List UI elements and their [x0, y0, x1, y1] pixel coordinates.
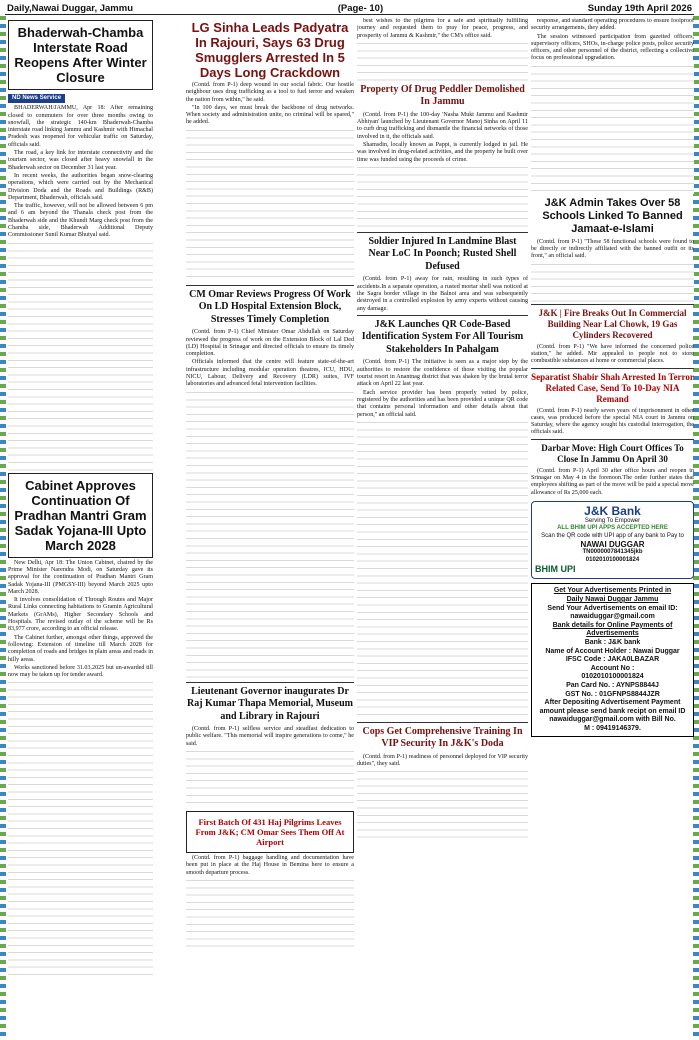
ad-box-line: After Depositing Advertisement Payment amount please send bank recipt on email ID: [539, 699, 686, 715]
article-paragraph: The session witnessed participation from gazetted officers, supervisory officers, SHOs, in-charge police posts, police security officers, and other personnel of the district, reflecting a collective focus on professional upgradation.: [531, 33, 694, 62]
ad-box-line: Pan Card No. : AYNPS8844J: [566, 681, 659, 689]
headline-qr-code-pahalgam: J&K Launches QR Code-Based Identification System For All Tourism Stakeholders In Pahalgam: [361, 318, 524, 355]
headline-vip-security-training: Cops Get Comprehensive Training In VIP Security In J&K's Doda: [362, 725, 523, 750]
payee-name: NAWAI DUGGAR: [580, 540, 645, 550]
jk-bank-logo: J&K Bank: [584, 503, 641, 518]
body-text-block: [186, 128, 354, 283]
body-text-block: [357, 420, 528, 720]
article-paragraph: New Delhi, Apr 18: The Union Cabinet, chaired by the Prime Minister Narendra Modi, on Saturday gave its approval for the continuation of Pradhan Mantri Gram Sadak Yojana-III (PMGSY-III) beyond March 2025 upto March 2028.: [8, 559, 153, 595]
body-text-block: [531, 64, 694, 194]
headline-jk-admin-schools: J&K Admin Takes Over 58 Schools Linked To Banned Jamaat-e-Islami: [542, 196, 683, 235]
headline-fire-lal-chowk: J&K | Fire Breaks Out In Commercial Building Near Lal Chowk, 19 Gas Cylinders Recovered: [538, 307, 687, 340]
ad-box-line: Account No :: [590, 664, 635, 672]
headline-wrap: [357, 726, 528, 751]
body-text-block: [186, 390, 354, 680]
headline-landmine-blast: Soldier Injured In Landmine Blast Near LoC In Poonch; Rusted Shell Defused: [368, 235, 517, 272]
ad-box-line: Get Your Advertisements Printed in: [553, 587, 672, 595]
bank-tagline: Serving To Empower: [584, 517, 641, 524]
headline-wrap: [531, 443, 694, 465]
headline-box: [8, 473, 153, 558]
news-service-badge: ND News Service: [8, 94, 65, 103]
article-paragraph: Each service provider has been properly vetted by police, registered by the authorities and has been provided a unique QR code that contains personal information and other details about that person," an official said.: [357, 389, 528, 418]
article-paragraph: (Contd. from P-1) Chief Minister Omar Abdullah on Saturday reviewed the progress of work on the Extension Block of Lal Ded (LD) Hospital in Srinagar and directed officials to ensure its timely completion.: [186, 329, 354, 358]
issue-date: Sunday 19th April 2026: [587, 3, 692, 14]
bhim-upi-logo: BHIM UPI: [535, 563, 576, 574]
headline-box: [186, 811, 354, 853]
article-paragraph: (Contd. from P-1) the 100-day 'Nasha Mukt Jammu and Kashmir Abhiyan' launched by Lieutenant Governor Manoj Sinha on April 11 to curb drug trafficking and dismantle the financial networks of those involved in it, the officials said.: [357, 111, 528, 140]
headline-wrap: [357, 319, 528, 357]
headline-cm-omar-ld-hospital: CM Omar Reviews Progress Of Work On LD Hospital Extension Block, Stresses Timely Completion: [189, 288, 351, 325]
publication-name: Daily,Nawai Duggar, Jammu: [7, 3, 134, 14]
ad-box-line: Bank : J&K bank: [584, 638, 641, 646]
ad-box-line: Bank details for Online Payments of Advertisements: [552, 621, 673, 638]
article-paragraph: response, and standard operating procedures to ensure foolproof security arrangements, they added.: [531, 18, 694, 32]
ad-box-phone: M : 09419146379.: [584, 724, 641, 732]
column-3: [357, 18, 528, 1022]
body-text-block: [357, 41, 528, 81]
headline-wrap: [186, 289, 354, 327]
column-1: [8, 18, 153, 1022]
article-paragraph: Shamsdin, locally known as Pappi, is currently lodged in jail. He was involved in drug-related activities, and the property he built over time was funded using the proceeds of crime.: [357, 142, 528, 163]
ad-box-email: nawaiduggar@gmail.com: [570, 613, 655, 621]
upi-accepted-line: ALL BHIM UPI APPS ACCEPTED HERE: [557, 525, 668, 532]
masthead: [5, 3, 694, 15]
article-paragraph: (Contd. from P-1) readiness of personnel deployed for VIP security duties", they said.: [357, 753, 528, 768]
article-paragraph: Works sanctioned before 31.03.2025 but un-awarded till now may be taken up for tender award.: [8, 664, 153, 679]
article-paragraph: In recent weeks, the authorities began snow-clearing operations, which were carried out by the Mechanical Division Doda and the Roads and Buildings (R&B) Department, Bhaderwah, officials said.: [8, 172, 153, 201]
upi-id: TN0000007841345jkb: [582, 549, 643, 556]
article-paragraph: (Contd. from P-1) nearly seven years of imprisonment in other cases, was produced before the special NIA court in Jammu on Saturday, where the agency sought his custodial interrogation, the officials said.: [531, 407, 694, 436]
headline-shabir-shah: Separatist Shabir Shah Arrested In Terror Related Case, Send To 10-Day NIA Remand: [531, 371, 694, 404]
headline-lg-padyatra: LG Sinha Leads Padyatra In Rajouri, Says 63 Drug Smugglers Arrested In 5 Days Long Crackdown: [191, 20, 349, 80]
ad-box-line: GST No. : 01GFNPS8844JZR: [565, 690, 660, 698]
ad-box-line: IFSC Code : JAKA0LBAZAR: [565, 656, 660, 664]
account-number: 0102010100001824: [585, 556, 640, 563]
headline-drug-peddler-property: Property Of Drug Peddler Demolished In Jammu: [360, 83, 525, 108]
article-paragraph: The traffic, however, will not be allowed between 6 pm and 6 am beyond the Thanala check post from the Bhaderwah side and the Khundi Marg check post from the Chamba side, Bhaderwah Additional Deputy Commissioner Sunil Kumar Bhutyal said.: [8, 203, 153, 239]
body-text-block: [357, 165, 528, 230]
headline-darbar-move: Darbar Move: High Court Offices To Close In Jammu On April 30: [541, 442, 684, 464]
article-paragraph: (Contd. from P-1) "These 58 functional schools were found to be directly or indirectly affiliated with the banned outfit or its front," an official said.: [531, 238, 694, 260]
ad-box-line: 0102010100001824: [581, 673, 644, 681]
headline-bhaderwah-chamba-road: Bhaderwah-Chamba Interstate Road Reopens After Winter Closure: [14, 25, 147, 85]
article-paragraph: (Contd. from P-1) The initiative is seen as a major step by the authorities to restore the confidence of those visiting the popular tourist resort in Anantnag district that was shaken by the brutal terror attack on April 22 last year.: [357, 359, 528, 388]
advertisement-info-box: [531, 583, 694, 737]
article-paragraph: (Contd. from P-1) away for rain, resulting in such types of accidents.In a separate operation, a rusted mortar shell was noticed at the Sagra border village in the Balnoi area and was subsequently destroyed in a controlled explosion by army experts without causing any damage.: [357, 276, 528, 312]
headline-wrap: [357, 236, 528, 274]
article-paragraph: (Contd. from P-1) deep wound in our social fabric. Our hostile neighbour uses drug trafficking as a tool to fuel terror and weaken the nation from within," he said.: [186, 82, 354, 103]
article-paragraph: The Cabinet further, amongst other things, approved the following: Extension of timeline till March 2028 for completion of roads and bridges in plain areas and roads in hilly areas.: [8, 634, 153, 663]
article-paragraph: BHADERWAH/JAMMU, Apr 18: After remaining closed to commuters for over three months owing to snowfall, the strategic 140-km Bhaderwah-Chamba interstate road linking Jammu and Kashmir with Himachal Pradesh was reopened for vehicular traffic on Saturday, officials said.: [8, 105, 153, 148]
headline-wrap: [186, 686, 354, 724]
article-paragraph: It involves consolidation of Through Routes and Major Rural Links connecting habitations to Gramin Agricultural Markets (GrAMs), Higher Secondary Schools and Hospitals. The revised outlay of the scheme will be Rs 83,977 crore, according to an official release.: [8, 597, 153, 633]
headline-pmgsy-continuation: Cabinet Approves Continuation Of Pradhan Mantri Gram Sadak Yojana-III Upto March 2028: [14, 477, 147, 553]
body-text-block: [8, 680, 153, 980]
body-text-block: [531, 262, 694, 302]
ad-box-line: Name of Account Holder : Nawai Duggar: [545, 647, 680, 655]
article-paragraph: The road, a key link for interstate connectivity and the tourism sector, was closed after heavy snowfall in the Bhaderwah sector on December 31 last year.: [8, 150, 153, 171]
ad-box-line: Send Your Advertisements on email ID:: [547, 604, 678, 612]
column-2: [186, 18, 354, 1022]
article-paragraph: (Contd. from P-1) April 30 after office hours and reopen in Srinagar on May 4 in the forenoon.The order further states that employees shifting as part of the move will be paid a special move allowance of Rs 25,000 each.: [531, 467, 694, 496]
article-paragraph: (Contd. from P-1) baggage handling and documentation have been put in place at the Haj House in Bemina here to ensure a smooth departure process.: [186, 855, 354, 876]
left-border-strip: [0, 16, 6, 1040]
article-paragraph: (Contd. from P-1) selfless service and steadfast dedication to public welfare. "This memorial will inspire generations to come," he said.: [186, 726, 354, 747]
headline-haj-pilgrims: First Batch Of 431 Haj Pilgrims Leaves From J&K; CM Omar Sees Them Off At Airport: [195, 817, 345, 848]
article-paragraph: "In 100 days, we must break the backbone of drug networks. When society and administration unite, no criminal will be spared," he added.: [186, 104, 354, 126]
body-text-block: [8, 241, 153, 471]
ad-box-email: nawaiduggar@gmail.com with Bill No.: [549, 716, 676, 724]
article-paragraph: Officials informed that the centre will feature state-of-the-art infrastructure including modular operation theatres, ICU, HDU, NICU, Labour, Delivery and Recovery (LDR) suites, IVF laboratories and advanced fetal intervention facilities.: [186, 359, 354, 388]
article-paragraph: (Contd. from P-1) "We have informed the concerned police station," he added. Mir appealed to people not to store combustible substances at home or commercial places.: [531, 343, 694, 365]
scan-instruction: Scan the QR code with UPI app of any bank to Pay to: [541, 532, 684, 539]
body-text-block: [186, 749, 354, 809]
jk-bank-upi-advertisement: [531, 501, 694, 579]
headline-thapa-memorial: Lieutenant Governor inaugurates Dr Raj Kumar Thapa Memorial, Museum and Library in Rajouri: [186, 685, 353, 722]
body-text-block: [186, 878, 354, 948]
article-paragraph: best wishes to the pilgrims for a safe and spiritually fulfilling journey and requested them to pray for peace, progress, and prosperity of Jammu & Kashmir," the CM's office said.: [357, 18, 528, 39]
body-text-block: [357, 769, 528, 839]
headline-box: [8, 20, 153, 90]
ad-box-line: Daily Nawai Duggar Jammu: [566, 595, 659, 603]
headline-wrap: [357, 84, 528, 109]
column-4: [531, 18, 694, 1022]
headline-wrap: [531, 308, 694, 341]
headline-wrap: [531, 372, 694, 405]
page-number: (Page- 10): [337, 3, 384, 14]
